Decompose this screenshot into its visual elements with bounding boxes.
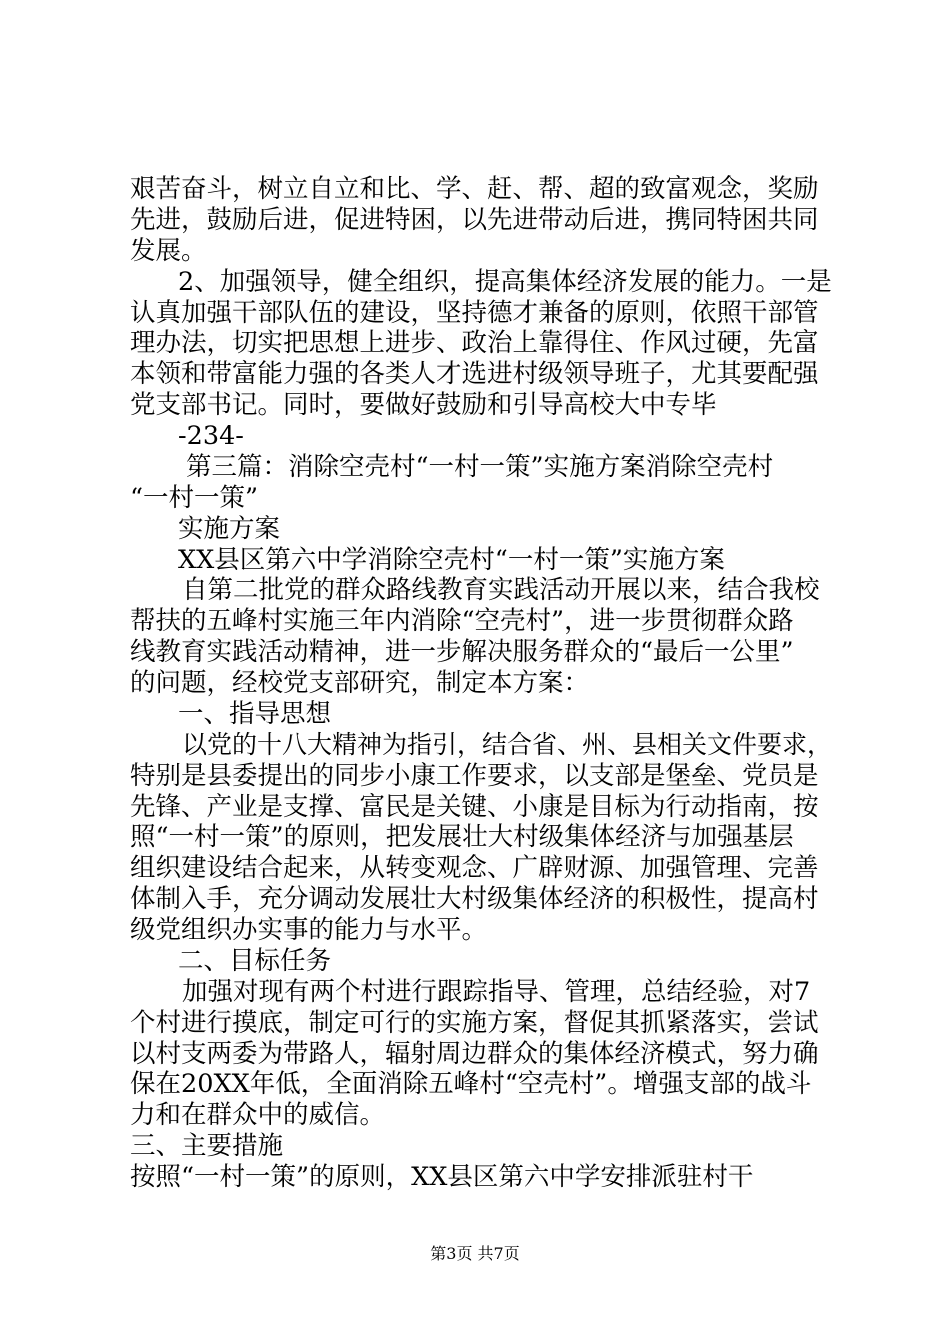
body-line: 保在20XX年低，全面消除五峰村“空壳村”。增强支部的战斗: [130, 1069, 812, 1099]
body-line: 线教育实践活动精神，进一步解决服务群众的“最后一公里”: [130, 637, 794, 667]
body-line: 理办法，切实把思想上进步、政治上靠得住、作风过硬，先富: [130, 328, 819, 358]
body-line: 以党的十八大精神为指引，结合省、州、县相关文件要求，: [182, 730, 833, 759]
body-line: 个村进行摸底，制定可行的实施方案，督促其抓紧落实，尝试: [130, 1008, 819, 1038]
section-title: 第三篇：消除空壳村“一村一策”实施方案消除空壳村: [186, 452, 774, 482]
body-line: 照“一村一策”的原则，把发展壮大村级集体经济与加强基层: [130, 822, 794, 852]
body-line: 党支部书记。同时，要做好鼓励和引导高校大中专毕: [130, 390, 717, 420]
body-line: 艰苦奋斗，树立自立和比、学、赶、帮、超的致富观念，奖励: [130, 174, 819, 204]
body-line: 体制入手，充分调动发展壮大村级集体经济的积极性，提高村: [130, 884, 819, 914]
page-footer: 第3页 共7页: [430, 1244, 520, 1263]
body-line: 发展。: [130, 236, 207, 266]
body-line: 力和在群众中的威信。: [130, 1100, 386, 1130]
document-heading: XX县区第六中学消除空壳村“一村一策”实施方案: [178, 545, 725, 575]
body-line: 先进，鼓励后进，促进特困，以先进带动后进，携同特困共同: [130, 205, 819, 235]
subtitle: 实施方案: [178, 514, 281, 544]
body-line: 2、加强领导，健全组织，提高集体经济发展的能力。一是: [178, 267, 832, 297]
body-line: 组织建设结合起来，从转变观念、广辟财源、加强管理、完善: [130, 853, 819, 883]
body-line: 以村支两委为带路人，辐射周边群众的集体经济模式，努力确: [130, 1039, 819, 1069]
section-heading: 一、指导思想: [178, 699, 332, 729]
body-line: 先锋、产业是支撑、富民是关键、小康是目标为行动指南，按: [130, 792, 819, 822]
body-line: 帮扶的五峰村实施三年内消除“空壳村”，进一步贯彻群众路: [130, 606, 794, 636]
body-line: 的问题，经校党支部研究，制定本方案：: [130, 668, 590, 698]
body-line: 加强对现有两个村进行跟踪指导、管理，总结经验，对7: [182, 977, 811, 1007]
body-line: 按照“一村一策”的原则，XX县区第六中学安排派驻村干: [130, 1162, 754, 1192]
section-heading: 三、主要措施: [130, 1131, 284, 1161]
section-title-continued: “一村一策”: [130, 483, 259, 513]
body-line: 自第二批党的群众路线教育实践活动开展以来，结合我校: [182, 575, 820, 605]
section-heading: 二、目标任务: [178, 946, 332, 976]
body-line: 级党组织办实事的能力与水平。: [130, 915, 488, 945]
page-number-marker: -234-: [178, 421, 244, 451]
body-line: 本领和带富能力强的各类人才选进村级领导班子，尤其要配强: [130, 359, 819, 389]
body-line: 特别是县委提出的同步小康工作要求，以支部是堡垒、党员是: [130, 761, 819, 791]
body-line: 认真加强干部队伍的建设，坚持德才兼备的原则，依照干部管: [130, 298, 819, 328]
